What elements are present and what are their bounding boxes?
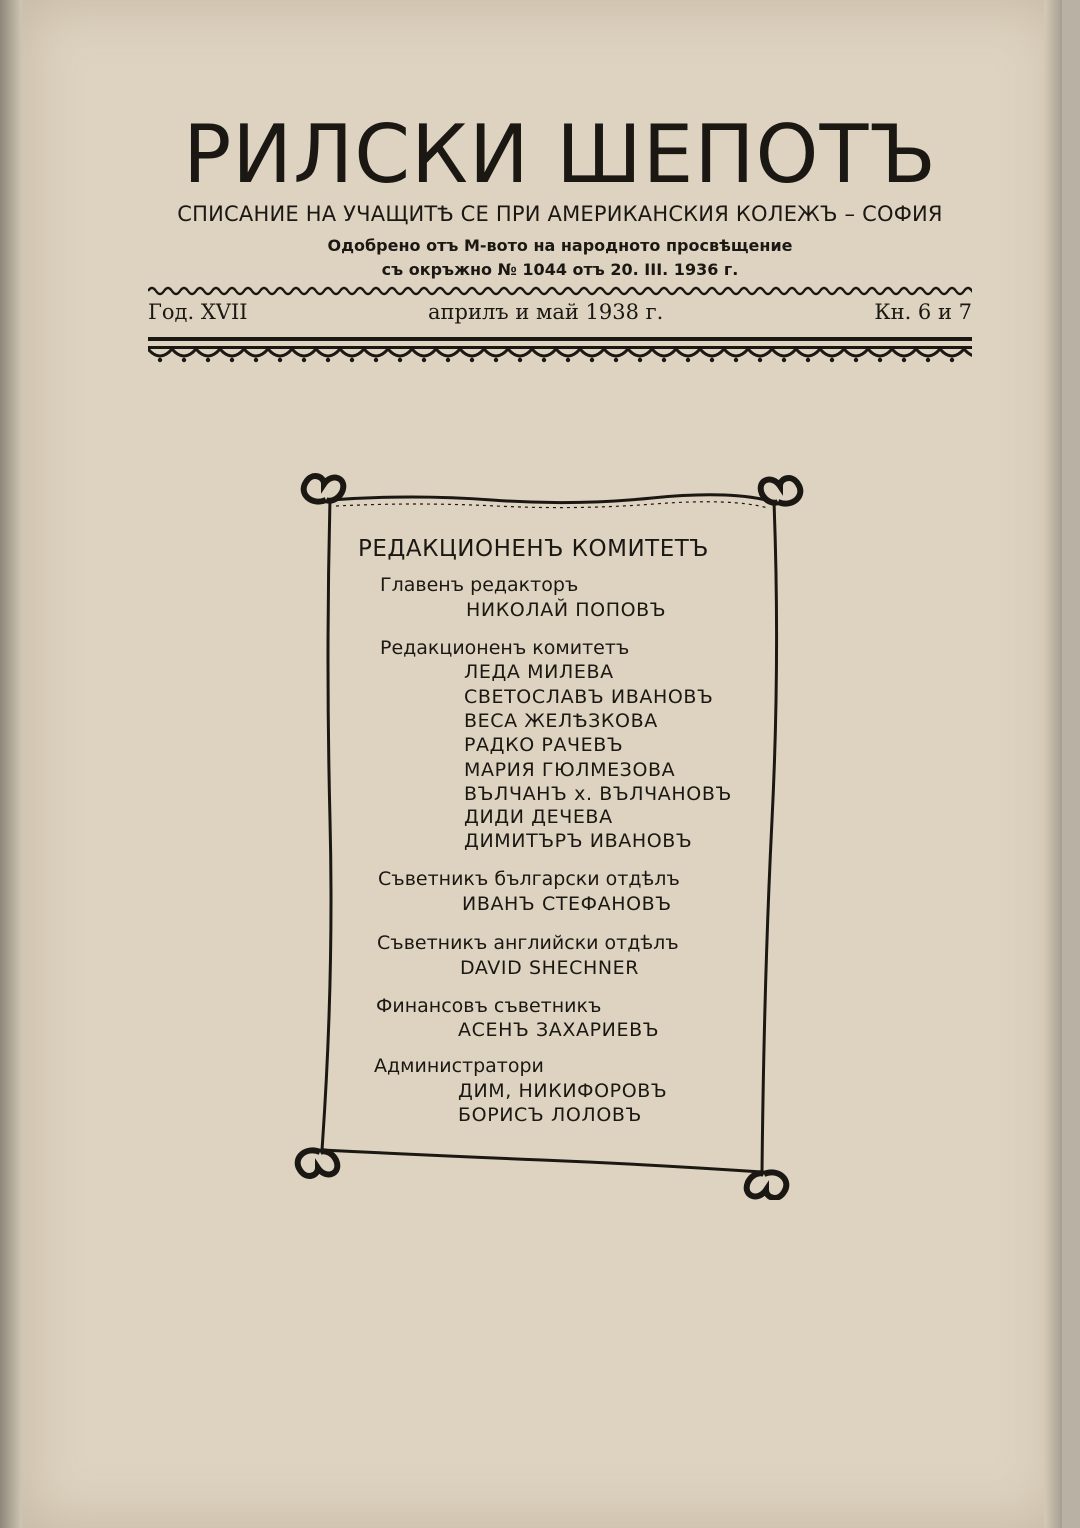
person-name: БОРИСЪ ЛОЛОВЪ	[458, 1104, 642, 1126]
role-label: Съветникъ български отдѣлъ	[378, 868, 680, 890]
person-name: ДИМИТЪРЪ ИВАНОВЪ	[464, 830, 693, 852]
person-name: ВЪЛЧАНЪ х. ВЪЛЧАНОВЪ	[464, 783, 732, 805]
person-name: СВЕТОСЛАВЪ ИВАНОВЪ	[464, 686, 714, 708]
role-label: Финансовъ съветникъ	[376, 995, 602, 1017]
person-name: ИВАНЪ СТЕФАНОВЪ	[462, 893, 672, 915]
volume-year: Год. XVII	[148, 300, 248, 324]
issue-date: априлъ и май 1938 г.	[428, 300, 664, 324]
role-label: Главенъ редакторъ	[380, 574, 579, 596]
magazine-subtitle: СПИСАНИЕ НА УЧАЩИТѢ СЕ ПРИ АМЕРИКАНСКИЯ КОЛЕЖЪ – СОФИЯ	[177, 202, 943, 226]
person-name: РАДКО РАЧЕВЪ	[464, 734, 624, 756]
role-label: Съветникъ английски отдѣлъ	[377, 932, 679, 954]
person-name: НИКОЛАЙ ПОПОВЪ	[466, 599, 667, 621]
person-name: ВЕСА ЖЕЛѢЗКОВА	[464, 710, 658, 732]
approval-line-1: Одобрено отъ М-вото на народното просвѣщение	[327, 236, 793, 255]
person-name: ДИДИ ДЕЧЕВА	[464, 806, 613, 828]
approval-line-2: съ окръжно № 1044 отъ 20. III. 1936 г.	[381, 260, 739, 279]
role-label: Редакционенъ комитетъ	[380, 637, 630, 659]
person-name: ЛЕДА МИЛЕВА	[464, 661, 614, 683]
role-label: Администратори	[374, 1055, 544, 1077]
person-name: АСЕНЪ ЗАХАРИЕВЪ	[458, 1019, 660, 1041]
magazine-title: РИЛСКИ ШЕПОТЪ	[183, 108, 937, 201]
person-name: ДИМ, НИКИФОРОВЪ	[458, 1080, 668, 1102]
person-name: DAVID SHECHNER	[460, 957, 640, 979]
committee-heading: РЕДАКЦИОНЕНЪ КОМИТЕТЪ	[358, 536, 709, 562]
person-name: МАРИЯ ГЮЛМЕЗОВА	[464, 759, 676, 781]
issue-number: Кн. 6 и 7	[874, 300, 972, 324]
